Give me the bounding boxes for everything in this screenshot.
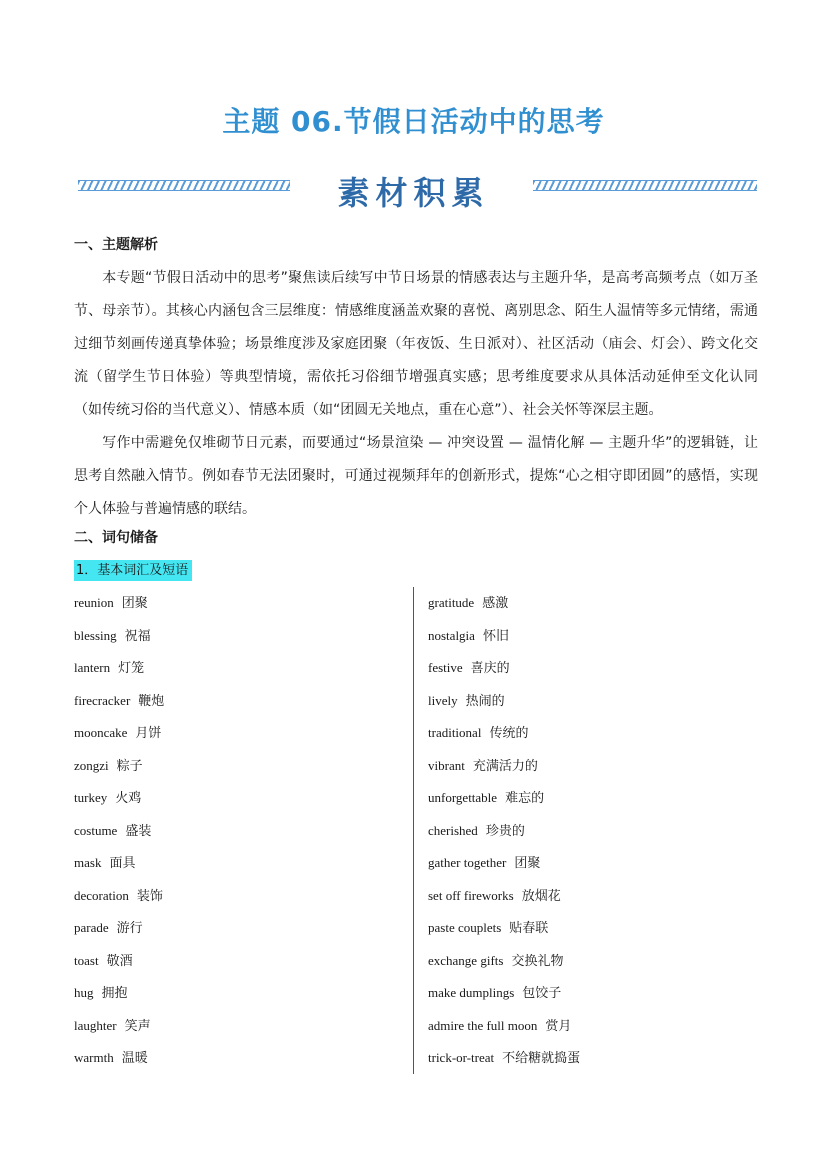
vocab-item [428, 655, 580, 688]
vocab-english: firecracker [74, 692, 131, 708]
section-banner-title: 素材积累 [337, 174, 490, 212]
vocab-chinese: 拥抱 [101, 986, 128, 1001]
vocab-item [428, 980, 580, 1013]
vocab-item [428, 948, 580, 981]
vocab-english: lively [428, 692, 458, 708]
vocab-item [428, 590, 580, 623]
vocab-chinese: 充满活力的 [472, 758, 538, 774]
vocab-item [74, 753, 164, 786]
vocab-chinese: 包饺子 [522, 986, 562, 1001]
vocab-chinese: 鞭炮 [138, 693, 165, 709]
vocab-english: turkey [74, 790, 108, 805]
vocab-english: nostalgia [428, 627, 475, 643]
vocab-english: parade [74, 920, 109, 935]
vocab-item [74, 818, 164, 851]
vocab-item [428, 623, 580, 656]
vocab-english: gratitude [428, 595, 475, 610]
section2-heading: 二、词句储备 [74, 530, 158, 546]
decorative-stripe-right [533, 180, 757, 191]
vocab-chinese: 交换礼物 [511, 953, 564, 969]
vocab-chinese: 灯笼 [118, 661, 145, 676]
vocab-item [74, 1013, 164, 1046]
section1-heading: 一、主题解析 [74, 237, 158, 253]
vocab-item [428, 753, 580, 786]
vocab-chinese: 难忘的 [505, 791, 545, 806]
vocab-chinese: 粽子 [116, 758, 143, 774]
decorative-stripe-left [78, 180, 290, 191]
vocab-english: trick-or-treat [428, 1050, 495, 1065]
vocab-chinese: 怀旧 [482, 628, 509, 644]
vocab-chinese: 不给糖就捣蛋 [502, 1051, 581, 1066]
vocab-item [74, 720, 164, 753]
vocab-chinese: 月饼 [135, 726, 162, 741]
vocab-english: zongzi [74, 757, 109, 773]
vocab-item [428, 850, 580, 883]
vocab-english: traditional [428, 725, 482, 740]
vocab-list-right [428, 590, 580, 1078]
theme-analysis-paragraph-1 [74, 262, 758, 427]
vocab-english: set off fireworks [428, 887, 514, 903]
vocab-english: exchange gifts [428, 952, 504, 968]
vocab-item [74, 655, 164, 688]
vocab-english: costume [74, 822, 118, 838]
theme-analysis-paragraph-2 [74, 427, 758, 526]
vocab-item [74, 1045, 164, 1078]
vocab-item [74, 980, 164, 1013]
vocab-item [428, 1013, 580, 1046]
vocab-english: vibrant [428, 757, 465, 773]
vocab-english: gather together [428, 855, 507, 870]
vocab-english: unforgettable [428, 790, 498, 805]
vocab-item [74, 623, 164, 656]
vocab-item [74, 883, 164, 916]
vocab-english: decoration [74, 887, 129, 903]
vocab-chinese: 火鸡 [115, 791, 142, 806]
vocab-chinese: 贴春联 [509, 921, 549, 936]
page-title: 主题 06.节假日活动中的思考 [222, 105, 605, 138]
vocab-chinese: 热闹的 [465, 693, 505, 709]
paragraph-1-text: 本专题“节假日活动中的思考”聚焦读后续写中节日场景的情感表达与主题升华，是高考高频考点（如万圣节、母亲节）。其核心内涵包含三层维度：情感维度涵盖欢聚的喜悦、离别思念、陌生人温情等多元情绪，需通过细节刻画传递真挚体验；场景维度涉及家庭团聚（年夜饭、生日派对）、社区活动（庙会、灯会）、跨文化交流（留学生节日体验）等典型情境，需依托习俗细节增强真实感；思考维度要求从具体活动延伸至文化认同（如传统习俗的当代意义）、情感本质（如“团圆无关地点，重在心意”）、社会关怀等深层主题。 [74, 270, 758, 418]
vocab-item [74, 688, 164, 721]
vocab-english: reunion [74, 595, 114, 610]
vocab-english: make dumplings [428, 985, 515, 1000]
vocab-chinese: 传统的 [489, 726, 529, 741]
vocab-chinese: 赏月 [545, 1018, 572, 1034]
vocab-item [428, 1045, 580, 1078]
vocab-item [74, 948, 164, 981]
vocab-english: mask [74, 855, 102, 870]
vocab-chinese: 团聚 [514, 856, 541, 871]
vocab-chinese: 温暖 [121, 1051, 148, 1066]
vocab-english: hug [74, 985, 94, 1000]
vocab-item [74, 785, 164, 818]
vocab-chinese: 面具 [109, 856, 136, 871]
vocab-english: blessing [74, 627, 117, 643]
vocab-chinese: 游行 [116, 921, 143, 936]
vocab-item [74, 590, 164, 623]
vocab-item [74, 915, 164, 948]
vocab-english: festive [428, 660, 463, 675]
subtitle-banner [0, 168, 827, 218]
vocab-item [428, 883, 580, 916]
vocab-chinese: 祝福 [124, 628, 151, 644]
vocab-chinese: 感激 [482, 596, 509, 611]
vocab-english: admire the full moon [428, 1017, 538, 1033]
vocab-english: mooncake [74, 725, 128, 740]
vocab-english: warmth [74, 1050, 114, 1065]
vocab-item [428, 785, 580, 818]
vocab-english: laughter [74, 1017, 117, 1033]
vocab-item [74, 850, 164, 883]
paragraph-2-text: 写作中需避免仅堆砌节日元素，而要通过“场景渲染 — 冲突设置 — 温情化解 — 主题升华”的逻辑链，让思考自然融入情节。例如春节无法团聚时，可通过视频拜年的创新形式，提炼“心之相守即团圆”的感悟，实现个人体验与普遍情感的联结。 [74, 435, 758, 517]
vocab-item [428, 818, 580, 851]
vocab-chinese: 盛装 [125, 823, 152, 839]
vocab-chinese: 喜庆的 [470, 661, 510, 676]
vocab-english: paste couplets [428, 920, 502, 935]
vocab-english: cherished [428, 822, 478, 838]
vocab-item [428, 720, 580, 753]
vocab-chinese: 笑声 [124, 1018, 151, 1034]
column-divider [413, 587, 414, 1074]
vocab-chinese: 团聚 [121, 596, 148, 611]
vocab-subheading: 1．基本词汇及短语 [74, 560, 192, 581]
vocab-chinese: 放烟花 [521, 888, 561, 904]
vocab-english: lantern [74, 660, 111, 675]
vocab-item [428, 688, 580, 721]
vocab-chinese: 装饰 [136, 888, 163, 904]
vocab-item [428, 915, 580, 948]
vocab-chinese: 敬酒 [106, 953, 133, 969]
vocab-list-left [74, 590, 164, 1078]
vocab-chinese: 珍贵的 [485, 823, 525, 839]
vocab-english: toast [74, 952, 99, 968]
